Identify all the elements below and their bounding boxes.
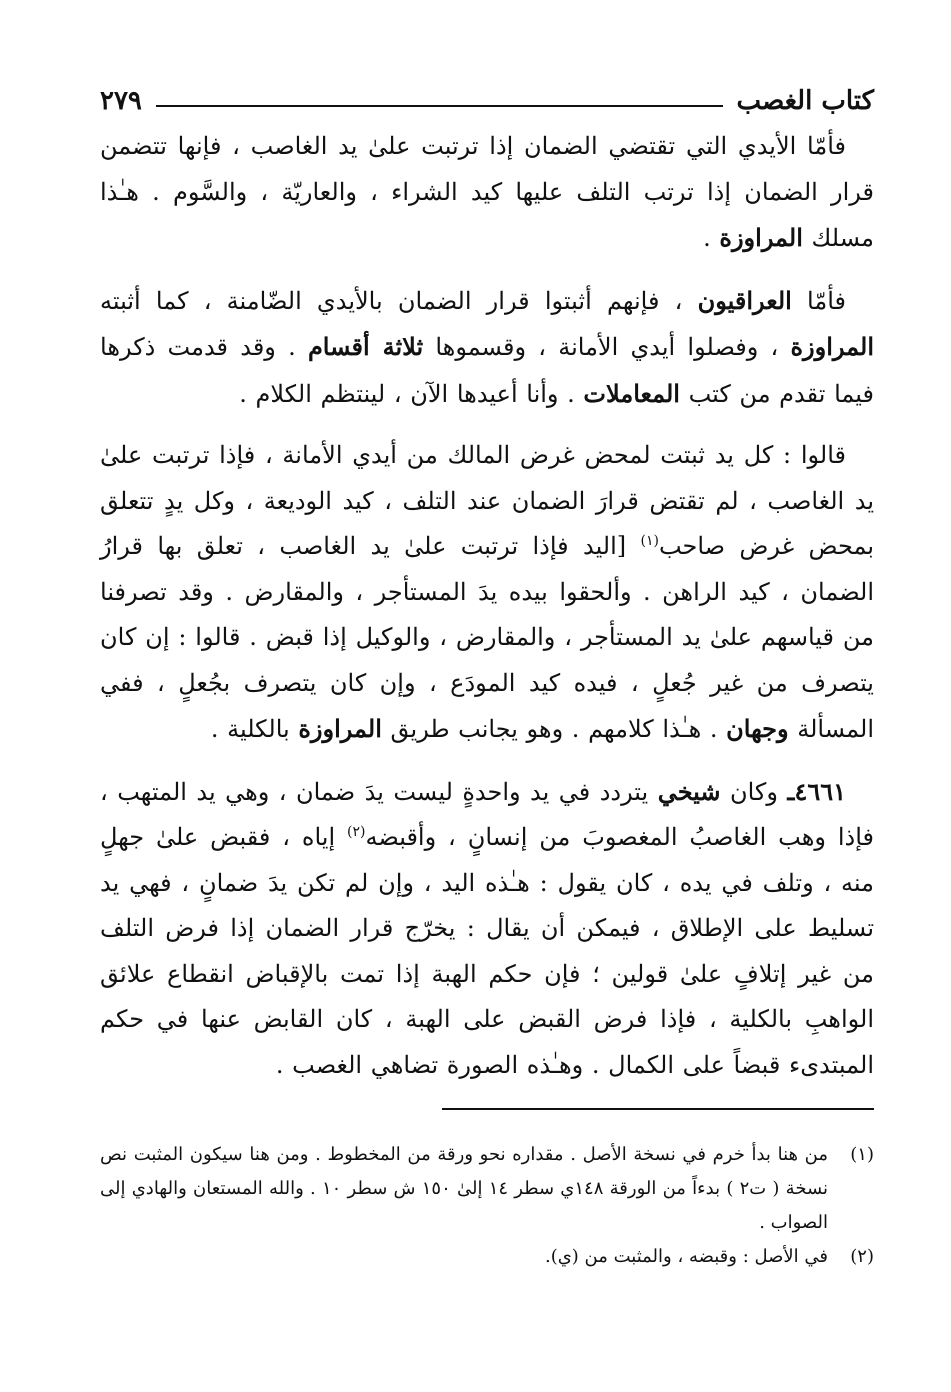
footnote-ref-2[interactable]: (٢) [347,824,366,840]
bold-term: شيخي [657,776,721,806]
page-number: ٢٧٩ [100,86,142,116]
issue-number: ٤٦٦١ـ [787,776,846,806]
footnote-text: من هنا بدأ خرم في نسخة الأصل . مقداره نحو ورقة من المخطوط . ومن هنا سيكون المثبت نص نسخة ( ت٢ ) بدءاً من الورقة ١٤٨ي سطر ١٤ إلىٰ ١٥٠ ش سطر ١٠ . والله المستعان والهادي إلى الصواب . [100,1144,829,1233]
paragraph-4 [100,769,874,1089]
bold-term: وجهان [726,714,789,743]
footnote-ref-1[interactable]: (١) [640,533,659,549]
text-run: . هـٰذا كلامهم . وهو يجانب طريق [381,715,727,743]
text-run: وكان [720,777,788,806]
footnote-1 [100,1138,874,1240]
text-run: قالوا : كل يد ثبتت لمحض غرض المالك من أيدي الأمانة ، فإذا ترتبت علىٰ يد الغاصب ، لم تقتض قرارَ الضمان عند التلف ، كيد الوديعة ، وكل يدٍ تتعلق بمحض غرض صاحب [100,441,874,560]
running-header [100,80,874,116]
text-run: فأمّا [791,286,846,315]
text-run: . وأنا أعيدها الآن ، لينتظم الكلام . [239,379,584,408]
bold-term: المراوزة [790,332,875,361]
paragraph-2 [100,278,874,418]
footnotes [100,1138,874,1274]
text-run: [اليد فإذا ترتبت علىٰ يد الغاصب ، تعلق بها قرارُ الضمان ، كيد الراهن . وألحقوا بيده يدَ المستأجر ، والمقارض . وقد تصرفنا من قياسهم علىٰ يد المستأجر ، والمقارض ، والوكيل إذا قبض . قالوا : إن كان يتصرف من غير جُعلٍ ، فيده كيد المودَع ، وإن كان يتصرف بجُعلٍ ، ففي المسألة [100,532,875,743]
bold-term: ثلاثة أقسام [307,332,424,361]
footnote-number: (٢) [850,1246,874,1267]
text-run: ، فإنهم أثبتوا قرار الضمان بالأيدي الضّامنة ، كما أثبته [100,286,698,315]
bold-term: المراوزة [298,714,382,743]
text-run: فأمّا الأيدي التي تقتضي الضمان إذا ترتبت علىٰ يد الغاصب ، فإنها تتضمن قرار الضمان إذا ترتب التلف عليها كيد الشراء ، والعاريّة ، والسَّوم . هـٰذا مسلك [100,132,874,252]
footnote-text: في الأصل : وقبضه ، والمثبت من (ي). [544,1246,828,1267]
chapter-title: كتاب الغصب [736,86,874,116]
text-run: إياه ، فقبض علىٰ جهلٍ منه ، وتلف في يده ، كان يقول : هـٰذه اليد ، وإن لم تكن يدَ ضمانٍ ، فهي يد تسليط على الإطلاق ، فيمكن أن يقال : يخرّج قرار الضمان إذا فرض التلف من غير إتلافٍ علىٰ قولين ؛ فإن حكم الهبة إذا تمت بالإقباض انقطاع علائق الواهبِ بالكلية ، فإذا فرض القبض على الهبة ، كان القابض عنها في حكم المبتدىء قبضاً على الكمال . وهـٰذه الصورة تضاهي الغصب . [100,823,874,1079]
text-run: ، وفصلوا أيدي الأمانة ، وقسموها [423,333,791,361]
text-run: . [703,224,720,252]
bold-term: المراوزة [719,223,803,252]
paragraph-3 [100,433,874,753]
text-run: بالكلية . [210,715,299,743]
bold-term: المعاملات [583,378,680,408]
footnote-separator [442,1108,874,1110]
text-run: . وقد قدمت ذكرها فيما تقدم من كتب [100,333,874,408]
bold-term: العراقيون [697,285,792,315]
footnote-number: (١) [850,1144,874,1165]
book-page [100,80,875,1267]
footnote-2 [100,1240,874,1274]
header-rule [156,105,723,107]
text-run: يتردد في يد واحدةٍ ليست يدَ ضمان ، وهي يد المتهب ، فإذا وهب الغاصبُ المغصوبَ من إنسانٍ ، وأقبضه [100,777,874,851]
paragraph-1 [100,124,874,262]
